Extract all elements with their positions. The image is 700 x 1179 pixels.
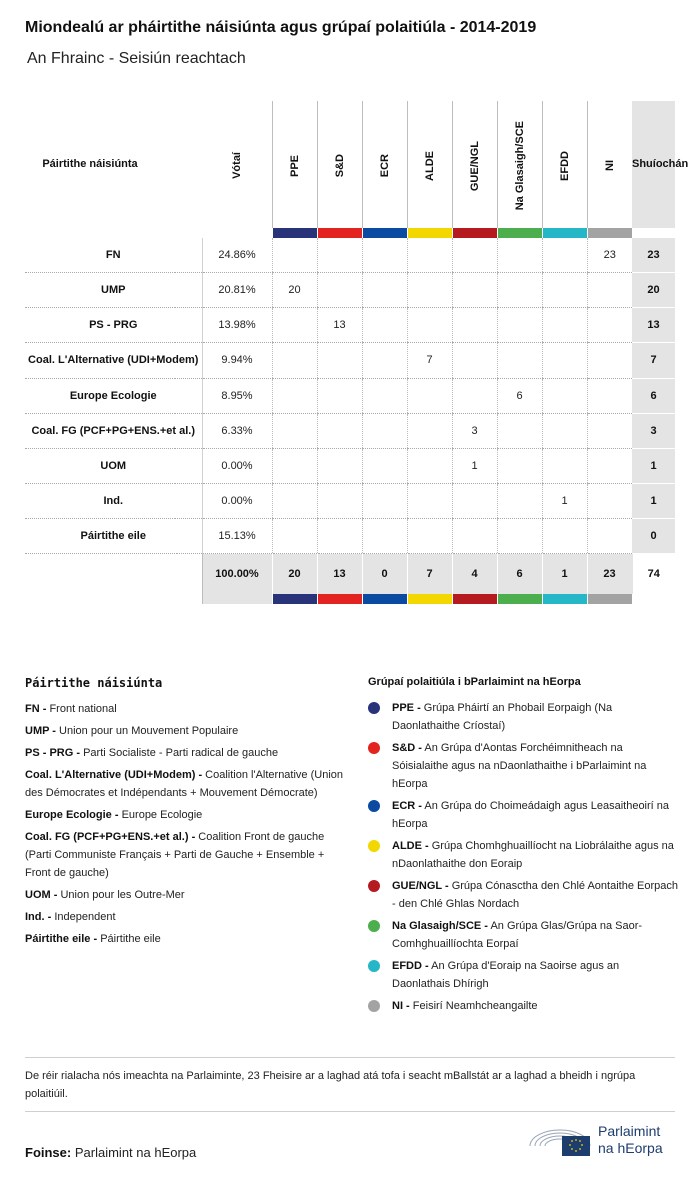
group-seat-cell <box>542 448 587 483</box>
group-seat-cell <box>362 448 407 483</box>
group-legend-item <box>368 877 678 913</box>
party-legend-abbr: Coal. L'Alternative (UDI+Modem) - <box>25 769 203 781</box>
group-seat-cell <box>587 413 632 448</box>
group-seat-cell <box>407 378 452 413</box>
group-legend-text <box>392 797 678 833</box>
party-name-cell: Páirtithe eile <box>25 519 202 554</box>
source-value: Parlaimint na hEorpa <box>74 1145 197 1160</box>
group-legend-item <box>368 997 678 1015</box>
vote-share-cell: 20.81% <box>202 273 272 308</box>
group-legend-abbr: Na Glasaigh/SCE - <box>392 920 488 932</box>
group-color-swatch <box>587 594 632 604</box>
group-seat-cell <box>317 238 362 273</box>
group-legend-item <box>368 739 678 793</box>
total-votes-cell: 100.00% <box>202 554 272 594</box>
group-legend-name: An Grúpa d'Aontas Forchéimnitheach na Sóisialaithe agus na nDaonlathaithe i bParlaimint na hEorpa <box>392 742 647 790</box>
group-column-header <box>542 101 587 228</box>
total-seat-cell: 3 <box>632 413 675 448</box>
group-seat-cell <box>587 273 632 308</box>
vote-share-cell: 0.00% <box>202 483 272 518</box>
seats-column-header <box>632 101 689 228</box>
group-seat-cell <box>542 238 587 273</box>
party-legend-item <box>25 744 345 762</box>
group-seat-cell: 1 <box>452 448 497 483</box>
group-legend-name: Grúpa Pháirtí an Phobail Eorpaigh (Na Daonlathaithe Críostaí) <box>392 702 613 732</box>
group-seat-cell <box>587 519 632 554</box>
group-seat-cell <box>497 308 542 343</box>
group-legend-abbr: ALDE - <box>392 840 429 852</box>
group-legend-name: An Grúpa Glas/Grúpa na Saor-Comhghuaillíochta Eorpaí <box>392 920 643 950</box>
party-legend-abbr: UMP - <box>25 725 56 737</box>
group-seat-cell <box>542 273 587 308</box>
group-seat-cell <box>452 519 497 554</box>
group-legend-item <box>368 837 678 873</box>
group-legend-name: An Grúpa d'Eoraip na Saoirse agus an Daonlathais Dhírigh <box>392 960 620 990</box>
group-seat-cell <box>407 238 452 273</box>
group-color-dot-icon <box>368 880 380 892</box>
table-row <box>25 483 675 518</box>
group-seat-cell <box>497 343 542 378</box>
group-seat-cell <box>407 413 452 448</box>
group-total-cell: 0 <box>362 554 407 594</box>
source-line <box>25 1145 196 1160</box>
party-legend-item <box>25 930 345 948</box>
group-seat-cell <box>542 413 587 448</box>
party-legend-abbr: Coal. FG (PCF+PG+ENS.+et al.) - <box>25 831 196 843</box>
group-column-label: EFDD <box>558 150 571 181</box>
party-legend-item <box>25 828 345 882</box>
group-color-dot-icon <box>368 1000 380 1012</box>
group-seat-cell <box>452 378 497 413</box>
party-legend-name: Coalition Front de gauche (Parti Communiste Français + Parti de Gauche + Ensemble + Front de gauche) <box>25 831 325 879</box>
footnote: De réir rialacha nós imeachta na Parlaiminte, 23 Fheisire ar a laghad atá tofa i seacht mBallstát ar a laghad a bheidh i ngrúpa polaitiúil. <box>25 1070 636 1100</box>
party-legend-name: Páirtithe eile <box>100 933 161 945</box>
group-seat-cell <box>272 343 317 378</box>
political-groups-legend-title: Grúpaí polaitiúla i bParlaimint na hEorpa <box>368 676 581 688</box>
vote-share-cell: 13.98% <box>202 308 272 343</box>
group-legend-text <box>392 957 678 993</box>
totals-row <box>25 554 675 594</box>
group-color-swatch <box>272 594 317 604</box>
party-column-header-label: Páirtithe náisiúnta <box>42 158 138 171</box>
party-legend-item <box>25 766 345 802</box>
group-column-label: ECR <box>378 154 391 178</box>
group-seat-cell <box>497 448 542 483</box>
group-seat-cell <box>452 238 497 273</box>
logo-line-2: na hEorpa <box>598 1140 663 1156</box>
total-seat-cell: 13 <box>632 308 675 343</box>
vote-share-cell: 15.13% <box>202 519 272 554</box>
party-name-cell: Europe Ecologie <box>25 378 202 413</box>
group-column-header <box>272 101 317 228</box>
group-seat-cell <box>452 343 497 378</box>
group-legend-abbr: S&D - <box>392 742 422 754</box>
group-legend-item <box>368 957 678 993</box>
vote-share-cell: 0.00% <box>202 448 272 483</box>
total-seat-cell: 7 <box>632 343 675 378</box>
group-seat-cell <box>542 308 587 343</box>
group-seat-cell <box>362 273 407 308</box>
party-legend-item <box>25 908 345 926</box>
party-column-header <box>25 101 202 228</box>
group-column-label: PPE <box>288 154 301 177</box>
group-color-dot-icon <box>368 800 380 812</box>
group-column-label: Na Glasaigh/SCE <box>513 121 526 211</box>
table-row <box>25 378 675 413</box>
group-color-dot-icon <box>368 960 380 972</box>
party-legend-abbr: PS - PRG - <box>25 747 81 759</box>
group-seat-cell <box>587 378 632 413</box>
table-row <box>25 413 675 448</box>
group-seat-cell <box>452 308 497 343</box>
group-column-header <box>362 101 407 228</box>
group-total-cell: 6 <box>497 554 542 594</box>
group-color-swatch <box>407 228 452 238</box>
party-legend-name: Europe Ecologie <box>121 809 203 821</box>
group-color-swatch <box>452 228 497 238</box>
divider <box>25 1057 675 1058</box>
party-legend-abbr: FN - <box>25 703 47 715</box>
group-seat-cell <box>362 519 407 554</box>
group-seat-cell <box>362 343 407 378</box>
group-legend-abbr: GUE/NGL - <box>392 880 449 892</box>
group-seat-cell <box>272 308 317 343</box>
group-seat-cell <box>542 343 587 378</box>
group-seat-cell <box>317 378 362 413</box>
group-seat-cell: 20 <box>272 273 317 308</box>
table-row <box>25 448 675 483</box>
party-legend-name: Independent <box>54 911 116 923</box>
table-row <box>25 308 675 343</box>
group-legend-text <box>392 837 678 873</box>
group-color-bar-bottom <box>25 594 675 604</box>
total-seat-cell: 1 <box>632 448 675 483</box>
party-legend-item <box>25 700 345 718</box>
table-row <box>25 273 675 308</box>
group-color-swatch <box>542 594 587 604</box>
source-label: Foinse: <box>25 1145 72 1160</box>
group-color-swatch <box>497 594 542 604</box>
group-seat-cell: 23 <box>587 238 632 273</box>
total-seats-cell: 74 <box>632 554 675 594</box>
party-legend-abbr: UOM - <box>25 889 58 901</box>
group-column-header <box>452 101 497 228</box>
table-row <box>25 238 675 273</box>
group-color-swatch <box>452 594 497 604</box>
seats-column-label: Shuíochán <box>632 158 689 171</box>
party-legend-item <box>25 886 345 904</box>
party-name-cell: Coal. FG (PCF+PG+ENS.+et al.) <box>25 413 202 448</box>
party-name-cell: Ind. <box>25 483 202 518</box>
vote-share-cell: 6.33% <box>202 413 272 448</box>
total-seat-cell: 20 <box>632 273 675 308</box>
group-column-label: S&D <box>333 154 346 178</box>
group-seat-cell: 3 <box>452 413 497 448</box>
party-legend-name: Front national <box>49 703 117 715</box>
group-color-swatch <box>272 228 317 238</box>
vote-share-cell: 8.95% <box>202 378 272 413</box>
group-column-header <box>497 101 542 228</box>
vote-share-cell: 24.86% <box>202 238 272 273</box>
group-column-label: GUE/NGL <box>468 140 481 191</box>
political-groups-legend <box>368 676 678 1019</box>
group-seat-cell: 6 <box>497 378 542 413</box>
party-legend-abbr: Europe Ecologie - <box>25 809 119 821</box>
group-color-swatch <box>497 228 542 238</box>
group-seat-cell <box>497 519 542 554</box>
group-legend-text <box>392 877 678 913</box>
group-color-swatch <box>542 228 587 238</box>
party-name-cell: UMP <box>25 273 202 308</box>
party-legend-abbr: Ind. - <box>25 911 52 923</box>
party-legend-item <box>25 722 345 740</box>
group-legend-name: An Grúpa do Choimeádaigh agus Leasaitheoirí na hEorpa <box>392 800 670 830</box>
european-parliament-logo <box>528 1122 663 1158</box>
group-color-bar <box>25 228 675 238</box>
group-legend-name: Feisirí Neamhcheangailte <box>412 1000 538 1012</box>
party-legend-name: Union pour un Mouvement Populaire <box>59 725 239 737</box>
party-name-cell: FN <box>25 238 202 273</box>
group-seat-cell <box>272 519 317 554</box>
group-seat-cell <box>407 273 452 308</box>
group-seat-cell <box>407 448 452 483</box>
group-column-label: NI <box>603 160 616 172</box>
table-row <box>25 519 675 554</box>
party-name-cell: UOM <box>25 448 202 483</box>
party-legend-name: Coalition l'Alternative (Union des Démocrates et Indépendants + Mouvement Démocrate) <box>25 769 344 799</box>
group-legend-abbr: ECR - <box>392 800 422 812</box>
group-seat-cell <box>452 273 497 308</box>
group-total-cell: 7 <box>407 554 452 594</box>
group-seat-cell <box>362 378 407 413</box>
group-legend-abbr: EFDD - <box>392 960 429 972</box>
vote-share-cell: 9.94% <box>202 343 272 378</box>
group-seat-cell <box>542 519 587 554</box>
group-seat-cell <box>362 308 407 343</box>
group-legend-item <box>368 797 678 833</box>
group-legend-text <box>392 739 678 793</box>
group-seat-cell <box>497 273 542 308</box>
party-name-cell: Coal. L'Alternative (UDI+Modem) <box>25 343 202 378</box>
group-seat-cell <box>272 238 317 273</box>
group-total-cell: 20 <box>272 554 317 594</box>
votes-column-header <box>202 101 272 228</box>
total-seat-cell: 6 <box>632 378 675 413</box>
group-seat-cell <box>362 483 407 518</box>
page-title: Miondealú ar pháirtithe náisiúnta agus grúpaí polaitiúla - 2014-2019 <box>25 19 537 36</box>
group-total-cell: 23 <box>587 554 632 594</box>
party-legend-name: Parti Socialiste - Parti radical de gauche <box>83 747 279 759</box>
group-seat-cell <box>317 448 362 483</box>
national-parties-legend-title: Páirtithe náisiúnta <box>25 676 163 690</box>
group-seat-cell <box>272 448 317 483</box>
group-legend-abbr: NI - <box>392 1000 410 1012</box>
group-seat-cell <box>452 483 497 518</box>
group-column-header <box>407 101 452 228</box>
divider <box>25 1111 675 1112</box>
group-color-swatch <box>587 228 632 238</box>
group-seat-cell <box>317 483 362 518</box>
party-legend-name: Union pour les Outre-Mer <box>60 889 185 901</box>
party-name-cell: PS - PRG <box>25 308 202 343</box>
group-seat-cell <box>587 308 632 343</box>
group-color-swatch <box>407 594 452 604</box>
party-legend-abbr: Páirtithe eile - <box>25 933 98 945</box>
group-total-cell: 1 <box>542 554 587 594</box>
seat-distribution-table <box>25 101 689 604</box>
group-seat-cell <box>362 413 407 448</box>
group-seat-cell <box>497 483 542 518</box>
group-legend-name: Grúpa Chomhghuaillíocht na Liobrálaithe agus na nDaonlathaithe don Eoraip <box>392 840 674 870</box>
group-legend-text <box>392 699 678 735</box>
group-seat-cell <box>407 483 452 518</box>
table-header-row <box>25 101 675 228</box>
group-seat-cell <box>362 238 407 273</box>
group-total-cell: 13 <box>317 554 362 594</box>
total-seat-cell: 23 <box>632 238 675 273</box>
parliament-hemicycle-icon <box>528 1122 592 1158</box>
logo-line-1: Parlaimint <box>598 1123 661 1139</box>
group-seat-cell: 13 <box>317 308 362 343</box>
group-seat-cell <box>317 519 362 554</box>
group-column-label: ALDE <box>423 150 436 181</box>
group-color-dot-icon <box>368 702 380 714</box>
group-seat-cell <box>317 273 362 308</box>
group-seat-cell <box>272 413 317 448</box>
group-color-swatch <box>362 594 407 604</box>
group-legend-item <box>368 917 678 953</box>
group-seat-cell <box>272 378 317 413</box>
table-row <box>25 343 675 378</box>
group-seat-cell <box>317 413 362 448</box>
group-seat-cell: 1 <box>542 483 587 518</box>
group-seat-cell <box>587 448 632 483</box>
total-seat-cell: 0 <box>632 519 675 554</box>
group-seat-cell <box>497 413 542 448</box>
group-color-dot-icon <box>368 840 380 852</box>
group-legend-name: Grúpa Cónasctha den Chlé Aontaithe Eorpach - den Chlé Ghlas Nordach <box>392 880 678 910</box>
page-subtitle: An Fhrainc - Seisiún reachtach <box>27 50 246 67</box>
group-legend-abbr: PPE - <box>392 702 421 714</box>
national-parties-legend <box>25 676 345 952</box>
total-seat-cell: 1 <box>632 483 675 518</box>
group-column-header <box>317 101 362 228</box>
group-seat-cell <box>587 483 632 518</box>
group-color-swatch <box>362 228 407 238</box>
group-column-header <box>587 101 632 228</box>
group-color-dot-icon <box>368 742 380 754</box>
group-seat-cell: 7 <box>407 343 452 378</box>
group-seat-cell <box>407 519 452 554</box>
group-seat-cell <box>497 238 542 273</box>
group-color-dot-icon <box>368 920 380 932</box>
group-seat-cell <box>317 343 362 378</box>
group-seat-cell <box>272 483 317 518</box>
group-color-swatch <box>317 228 362 238</box>
group-seat-cell <box>542 378 587 413</box>
group-legend-text <box>392 997 538 1015</box>
group-color-swatch <box>317 594 362 604</box>
votes-column-label: Vótaí <box>230 152 243 180</box>
group-seat-cell <box>587 343 632 378</box>
group-seat-cell <box>407 308 452 343</box>
group-legend-item <box>368 699 678 735</box>
party-legend-item <box>25 806 345 824</box>
group-total-cell: 4 <box>452 554 497 594</box>
group-legend-text <box>392 917 678 953</box>
